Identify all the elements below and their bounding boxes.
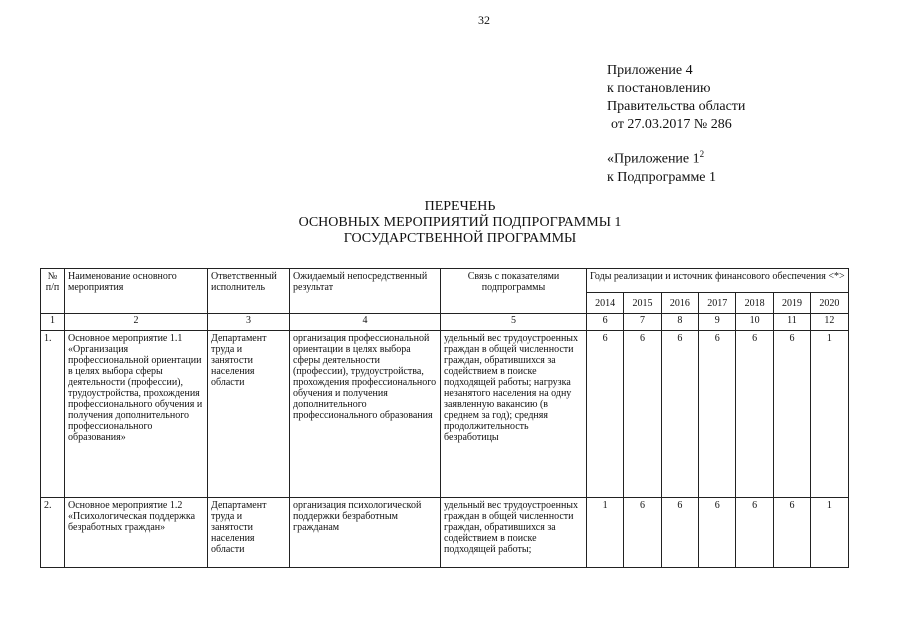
row-value: 1 <box>811 331 848 498</box>
measures-table <box>40 268 849 568</box>
row-value: 6 <box>624 331 661 498</box>
sub-appendix-block <box>607 145 716 187</box>
row-value: 1 <box>587 498 624 568</box>
column-number: 1 <box>41 314 65 331</box>
column-number: 11 <box>773 314 810 331</box>
appendix-line-3: Правительства области <box>607 99 746 114</box>
header-name: Наименование основного мероприятия <box>65 269 208 314</box>
header-executor: Ответственный исполнитель <box>208 269 290 314</box>
sub-appendix-line-2: к Подпрограмме 1 <box>607 169 717 185</box>
table-row <box>41 331 849 498</box>
row-link: удельный вес трудоустроенных граждан в общей численности граждан, обратившихся за содействием в поиске подходящей работы; нагрузка незанятого населения на одну заявленную вакансию (в среднем за год); средняя продолжительность безработицы <box>441 331 587 498</box>
year-header: 2016 <box>661 293 698 314</box>
column-number: 5 <box>441 314 587 331</box>
year-header: 2017 <box>699 293 736 314</box>
row-value: 6 <box>624 498 661 568</box>
column-number: 6 <box>587 314 624 331</box>
row-value: 6 <box>587 331 624 498</box>
header-row-1 <box>41 269 849 293</box>
year-header: 2018 <box>736 293 773 314</box>
year-header: 2015 <box>624 293 661 314</box>
header-years-group: Годы реализации и источник финансового обеспечения <*> <box>587 269 849 293</box>
column-number-row <box>41 314 849 331</box>
appendix-line-1: Приложение 4 <box>607 63 693 78</box>
title-line-3: ГОСУДАРСТВЕННОЙ ПРОГРАММЫ <box>343 231 577 246</box>
row-num: 1. <box>41 331 65 498</box>
header-link: Связь с показателями подпрограммы <box>441 269 587 314</box>
year-header: 2014 <box>587 293 624 314</box>
row-value: 6 <box>699 331 736 498</box>
row-value: 6 <box>773 498 810 568</box>
year-header: 2020 <box>811 293 848 314</box>
row-num: 2. <box>41 498 65 568</box>
row-value: 6 <box>661 498 698 568</box>
row-executor: Департамент труда и занятости населения области <box>208 498 290 568</box>
column-number: 8 <box>661 314 698 331</box>
column-number: 9 <box>699 314 736 331</box>
appendix-line-2: к постановлению <box>607 81 711 96</box>
row-result: организация психологической поддержки безработным гражданам <box>290 498 441 568</box>
column-number: 7 <box>624 314 661 331</box>
appendix-block <box>607 62 745 134</box>
document-title <box>240 199 680 247</box>
sub-appendix-text: «Приложение 1 <box>607 151 700 167</box>
row-value: 6 <box>699 498 736 568</box>
row-value: 6 <box>661 331 698 498</box>
sub-appendix-line-1 <box>607 145 716 169</box>
appendix-line-4: от 27.03.2017 № 286 <box>611 117 732 132</box>
row-name: Основное мероприятие 1.2 «Психологическая поддержка безработных граждан» <box>65 498 208 568</box>
column-number: 2 <box>65 314 208 331</box>
page-number: 32 <box>478 13 490 27</box>
header-num: № п/п <box>41 269 65 314</box>
row-result: организация профессиональной ориентации в целях выбора сферы деятельности (профессии), трудоустройства, прохождения профессионального обучения и получения дополнительного профессионального образования <box>290 331 441 498</box>
table-row <box>41 498 849 568</box>
header-result: Ожидаемый непосредственный результат <box>290 269 441 314</box>
row-link: удельный вес трудоустроенных граждан в общей численности граждан, обратившихся за содействием в поиске подходящей работы; <box>441 498 587 568</box>
column-number: 12 <box>811 314 848 331</box>
row-executor: Департамент труда и занятости населения области <box>208 331 290 498</box>
row-value: 6 <box>773 331 810 498</box>
title-line-2: ОСНОВНЫХ МЕРОПРИЯТИЙ ПОДПРОГРАММЫ 1 <box>298 215 622 230</box>
column-number: 3 <box>208 314 290 331</box>
row-value: 6 <box>736 331 773 498</box>
row-name: Основное мероприятие 1.1 «Организация профессиональной ориентации в целях выбора сферы деятельности (профессии), трудоустройства, прохождения профессионального обучения и получения дополнительного профессионального образования» <box>65 331 208 498</box>
row-value: 6 <box>736 498 773 568</box>
column-number: 4 <box>290 314 441 331</box>
sub-appendix-superscript: 2 <box>699 149 705 159</box>
row-value: 1 <box>811 498 848 568</box>
year-header: 2019 <box>773 293 810 314</box>
column-number: 10 <box>736 314 773 331</box>
title-line-1: ПЕРЕЧЕНЬ <box>424 199 496 214</box>
